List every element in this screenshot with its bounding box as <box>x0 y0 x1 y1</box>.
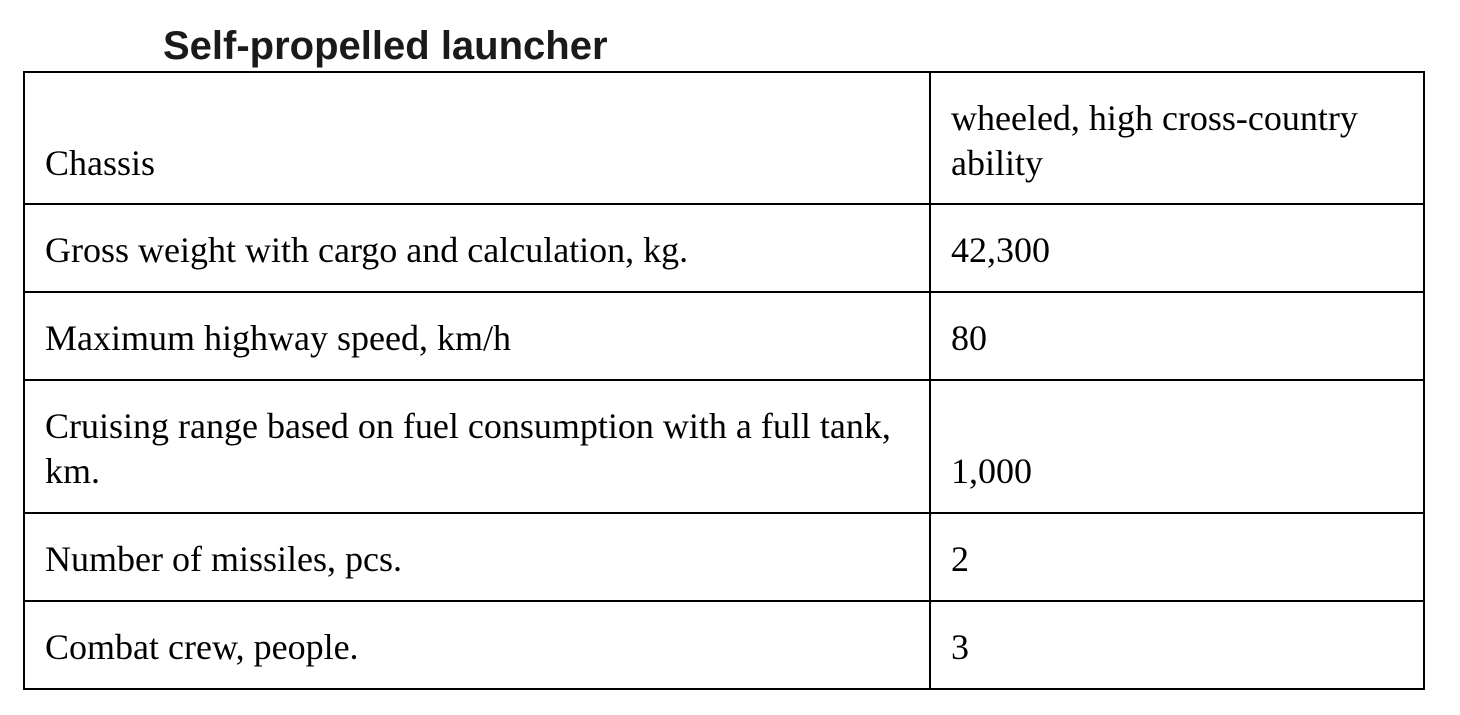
specifications-table <box>23 71 1425 690</box>
value-cell: 3 <box>930 601 1424 689</box>
parameter-cell: Number of missiles, pcs. <box>24 513 930 601</box>
table-row <box>24 513 1424 601</box>
value-cell: 42,300 <box>930 204 1424 292</box>
table-row <box>24 380 1424 513</box>
value-cell: 2 <box>930 513 1424 601</box>
parameter-cell: Combat crew, people. <box>24 601 930 689</box>
document-title: Self-propelled launcher <box>163 24 608 68</box>
value-cell: 80 <box>930 292 1424 380</box>
table-row <box>24 601 1424 689</box>
parameter-cell: Maximum highway speed, km/h <box>24 292 930 380</box>
table-row <box>24 72 1424 204</box>
value-cell: wheeled, high cross-country ability <box>930 72 1424 204</box>
table-row <box>24 292 1424 380</box>
parameter-cell: Chassis <box>24 72 930 204</box>
parameter-cell: Gross weight with cargo and calculation, kg. <box>24 204 930 292</box>
parameter-cell: Cruising range based on fuel consumption with a full tank, km. <box>24 380 930 513</box>
value-cell: 1,000 <box>930 380 1424 513</box>
table-row <box>24 204 1424 292</box>
